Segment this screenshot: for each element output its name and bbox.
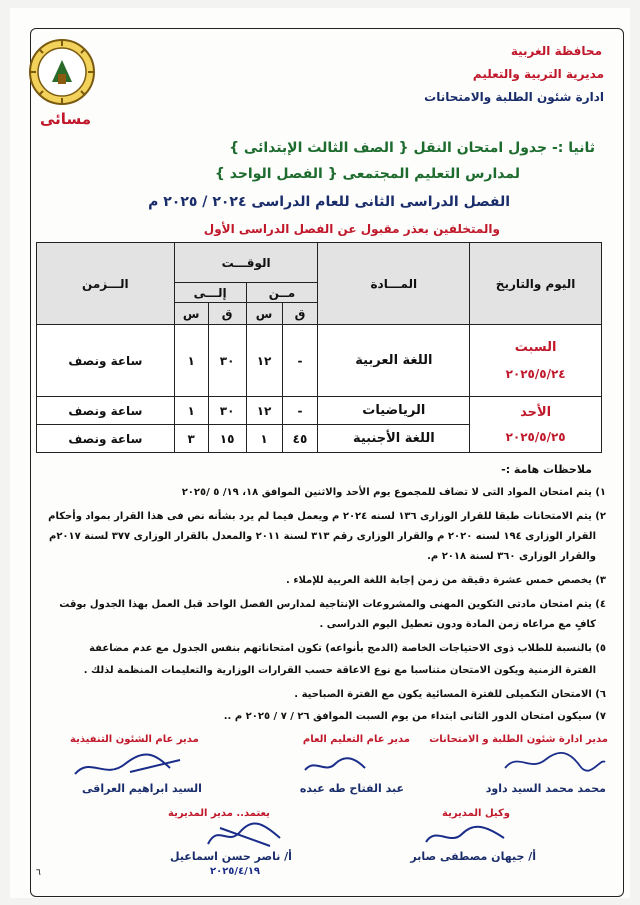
to-hour-header: س: [174, 303, 208, 325]
semester-title: الفصل الدراسى الثانى للعام الدراسى ٢٠٢٤ / ٢٠٢٥ م: [148, 194, 510, 210]
from-hour-cell: ١: [246, 425, 282, 453]
to-hour-cell: ١: [174, 325, 208, 397]
schools-title: لمدارس التعليم المجتمعى { الفصل الواحد }: [214, 166, 520, 182]
note-line: ٥) بالنسبة للطلاب ذوى الاحتياجات الخاصة (الدمج بأنواعه) تكون امتحاناتهم بنفس الجدول مع عدم مضاعفة: [89, 643, 606, 654]
day-date-header: اليوم والتاريخ: [470, 243, 602, 325]
schedule-title: ثانيا :- جدول امتحان النقل { الصف الثالث الإبتدائى }: [229, 140, 595, 156]
day-name: الأحد: [520, 405, 552, 420]
note-line: القرار الوزارى ١٩٤ لسنه ٢٠٢٠ م والقرار الوزارى رقم ٣١٣ لسنة ٢٠١١ والمعدل بالقرار الوزارى ٣٧٧ لسنة ٢٠١٧م: [48, 531, 596, 542]
deputy-director-role: وكيل المديرية: [442, 808, 510, 819]
notes-title: ملاحظات هامة :-: [501, 463, 592, 476]
note-line: ١) يتم امتحان المواد التى لا تضاف للمجموع يوم الأحد والاثنين الموافق ١٨، ١٩/ ٥ /٢٠٢٥: [181, 487, 606, 498]
from-minute-cell: -: [282, 325, 318, 397]
time-header: الوقـــت: [174, 243, 318, 283]
from-minute-cell: -: [282, 397, 318, 425]
shift-label: مسائى: [40, 110, 91, 128]
directorate-director-name: أ/ ناصر حسن اسماعيل: [170, 850, 292, 863]
from-hour-cell: ١٢: [246, 397, 282, 425]
executive-affairs-director-name: السيد ابراهيم العراقى: [82, 782, 202, 795]
to-hour-cell: ١: [174, 397, 208, 425]
signature-icon: [200, 818, 290, 852]
note-line: ٣) يخصص خمس عشرة دقيقة من زمن إجابة اللغة العربية للإملاء .: [286, 575, 606, 586]
note-line: ٧) سيكون امتحان الدور الثانى ابتداء من يوم السبت الموافق ٢٦ / ٧ / ٢٠٢٥ م ..: [223, 711, 606, 722]
deputy-director-name: أ/ جيهان مصطفى صابر: [410, 850, 536, 863]
from-minute-cell: ٤٥: [282, 425, 318, 453]
day-name: السبت: [514, 340, 557, 355]
subject-header: المـــادة: [318, 243, 470, 325]
general-education-director-role: مدير عام التعليم العام: [302, 734, 410, 745]
signature-icon: [500, 748, 610, 776]
governorate: محافظة الغربية: [510, 44, 602, 58]
to-header: إلـــى: [174, 283, 246, 303]
subject-cell: اللغة العربية: [318, 325, 470, 397]
signature-icon: [420, 820, 510, 850]
signature-icon: [70, 746, 190, 782]
student-affairs-director-name: محمد محمد السيد داود: [485, 782, 606, 795]
day-cell: [470, 397, 602, 453]
page-number: ٦: [36, 868, 41, 878]
note-line: كافٍ مع مراعاه زمن المادة ودون تعطيل اليوم الدراسى .: [319, 619, 596, 630]
note-line: ٤) يتم امتحان مادتى التكوين المهنى والمشروعات الإنتاجية لمدارس الفصل الواحد قبل العمل بهذا الجدول بوقت: [59, 599, 606, 610]
subject-cell: الرياضيات: [318, 397, 470, 425]
duration-cell: ساعة ونصف: [37, 425, 175, 453]
duration-cell: ساعة ونصف: [37, 397, 175, 425]
to-hour-cell: ٣: [174, 425, 208, 453]
note-line: والقرار الوزارى ٣٦٠ لسنة ٢٠١٨ م.: [427, 551, 596, 562]
department: ادارة شئون الطلبة والامتحانات: [424, 90, 604, 104]
to-minute-cell: ١٥: [208, 425, 246, 453]
executive-affairs-director-role: مدير عام الشئون التنفيذية: [70, 734, 199, 745]
table-row: [37, 325, 602, 397]
directorate: مديرية التربية والتعليم: [472, 67, 604, 81]
table-row: [37, 397, 602, 425]
directorate-director-role: يعتمد.. مدير المديرية: [168, 808, 270, 819]
to-minute-cell: ٣٠: [208, 325, 246, 397]
signature-icon: [300, 752, 370, 778]
note-line: الفترة الزمنية ويكون الامتحان متناسبا مع نوع الاعاقة حسب القرارات الوزارية والتعليمات المنظمة لذلك .: [83, 665, 596, 676]
duration-header: الـــزمن: [37, 243, 175, 325]
to-minute-cell: ٣٠: [208, 397, 246, 425]
absentees-title: والمتخلفين بعذر مقبول عن الفصل الدراسى الأول: [203, 222, 500, 236]
from-header: مــن: [246, 283, 318, 303]
from-hour-cell: ١٢: [246, 325, 282, 397]
day-date: ٢٠٢٥/٥/٢٤: [505, 367, 566, 381]
subject-cell: اللغة الأجنبية: [318, 425, 470, 453]
general-education-director-name: عبد الفتاح طه عبده: [299, 782, 404, 795]
day-date: ٢٠٢٥/٥/٢٥: [505, 430, 566, 444]
exam-schedule-table: [36, 242, 602, 453]
governorate-logo-icon: [28, 38, 96, 106]
to-minute-header: ق: [208, 303, 246, 325]
from-hour-header: س: [246, 303, 282, 325]
duration-cell: ساعة ونصف: [37, 325, 175, 397]
note-line: ٦) الامتحان التكميلى للفترة المسائية يكون مع الفترة الصباحية .: [294, 689, 606, 700]
from-minute-header: ق: [282, 303, 318, 325]
note-line: ٢) يتم الامتحانات طبقا للقرار الوزارى ١٣٦ لسنه ٢٠٢٤ م ويعمل فيما لم يرد بشأنه نص فى هذا القرار بمواد وأحكام: [48, 511, 606, 522]
signature-date: ٢٠٢٥/٤/١٩: [210, 866, 261, 877]
student-affairs-director-role: مدير ادارة شئون الطلبة و الامتحانات: [429, 734, 608, 745]
day-cell: [470, 325, 602, 397]
